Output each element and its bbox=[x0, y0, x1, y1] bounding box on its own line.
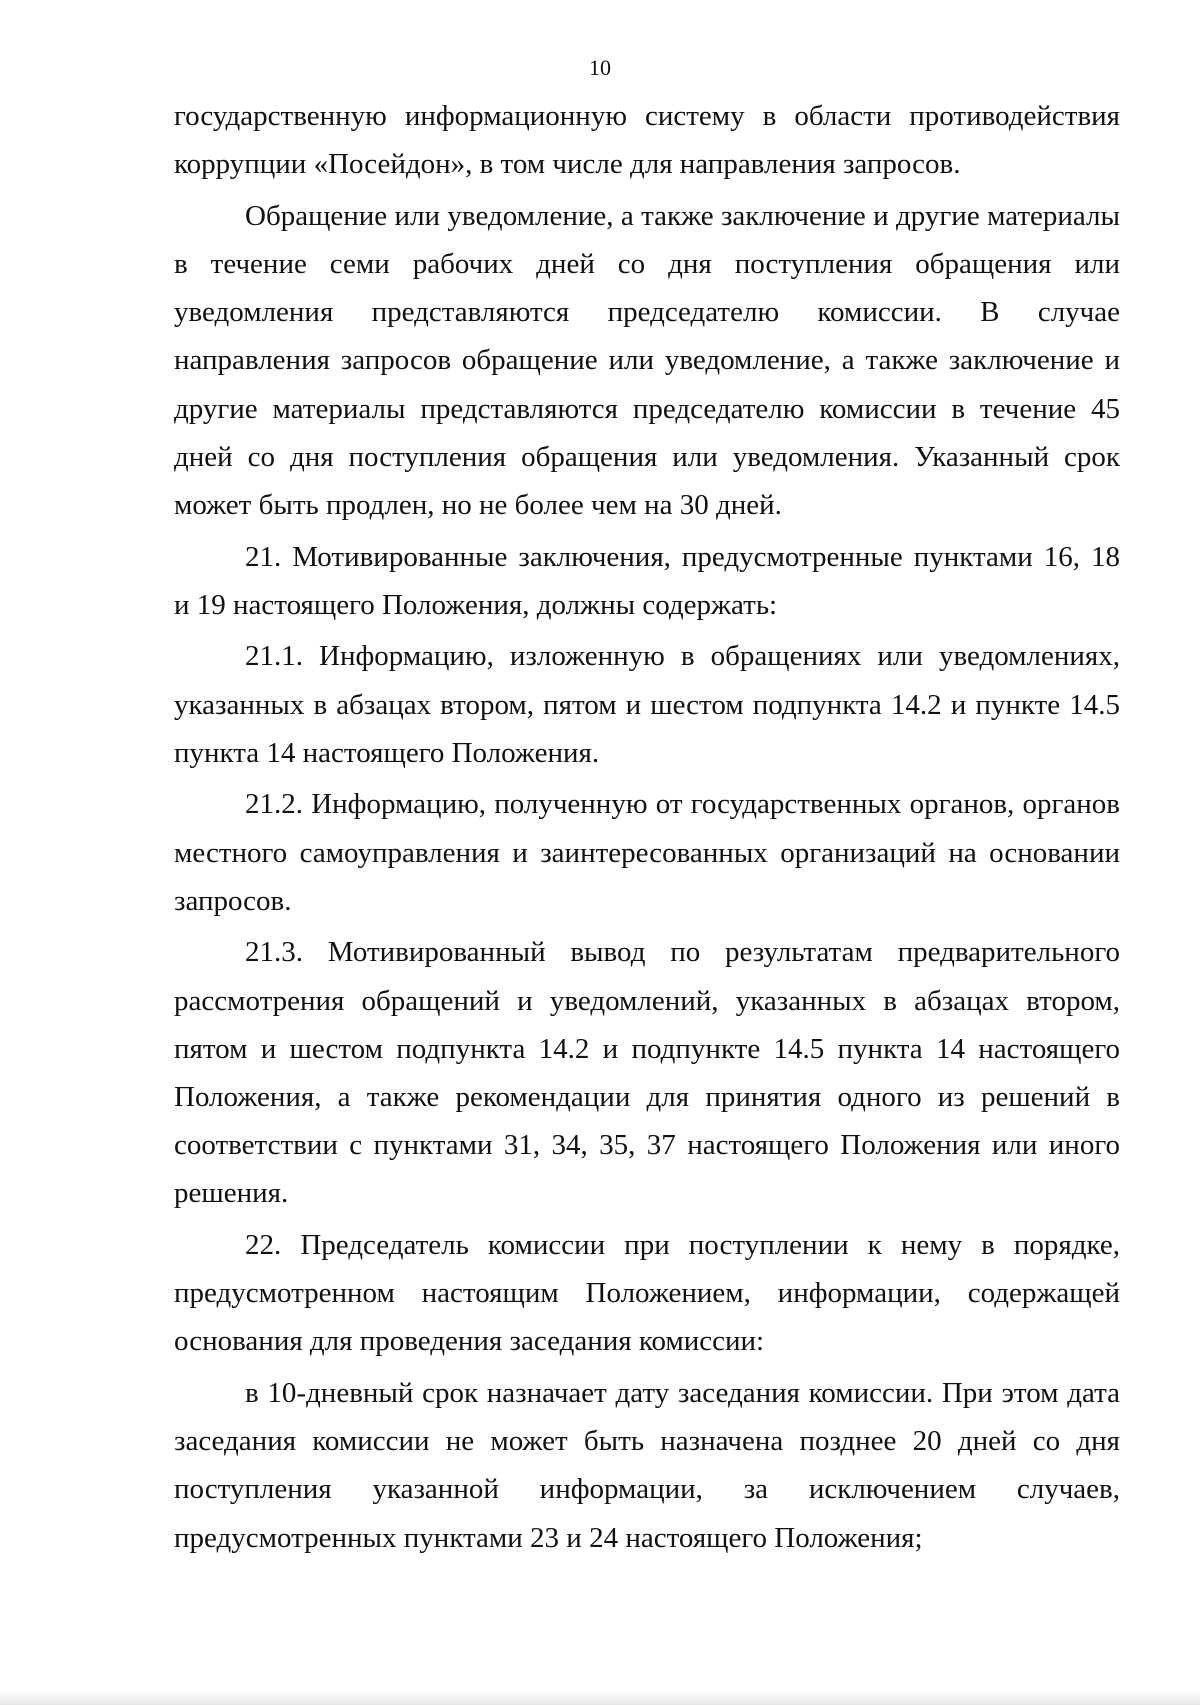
paragraph-item-22-date: в 10-дневный срок назначает дату заседания комиссии. При этом дата заседания комиссии не может быть назначена позднее 20 дней со дня поступления указанной информации, за исключением случаев, предусмотренных пунктами 23 и 24 настоящего Положения; bbox=[174, 1377, 1120, 1554]
paragraph-item-21-3: 21.3. Мотивированный вывод по результатам предварительного рассмотрения обращений и уведомлений, указанных в абзацах втором, пятом и шестом подпункта 14.2 и подпункте 14.5 пункта 14 настоящего Положения, а также рекомендации для принятия одного из решений в соответствии с пунктами 31, 34, 35, 37 настоящего Положения или иного решения. bbox=[174, 936, 1120, 1210]
paragraph-continuation: государственную информационную систему в области противодействия коррупции «Посейдон», в том числе для направления запросов. bbox=[174, 100, 1120, 181]
paragraph-materials-submission: Обращение или уведомление, а также заключение и другие материалы в течение семи рабочих дней со дня поступления обращения или уведомления представляются председателю комиссии. В случае направления запросов обращение или уведомление, а также заключение и другие материалы представляются председателю комиссии в течение 45 дней со дня поступления обращения или уведомления. Указанный срок может быть продлен, но не более чем на 30 дней. bbox=[174, 199, 1120, 522]
paragraph-item-21-2: 21.2. Информацию, полученную от государственных органов, органов местного самоуправления и заинтересованных организаций на основании запросов. bbox=[174, 788, 1120, 917]
scan-bottom-edge bbox=[0, 1691, 1200, 1705]
paragraph-item-21: 21. Мотивированные заключения, предусмотренные пунктами 16, 18 и 19 настоящего Положения, должны содержать: bbox=[174, 540, 1120, 621]
paragraph-item-21-1: 21.1. Информацию, изложенную в обращениях или уведомлениях, указанных в абзацах втором, пятом и шестом подпункта 14.2 и пункте 14.5 пункта 14 настоящего Положения. bbox=[174, 640, 1120, 769]
document-body bbox=[174, 92, 1120, 1565]
page-number: 10 bbox=[589, 55, 611, 80]
paragraph-item-22: 22. Председатель комиссии при поступлении к нему в порядке, предусмотренном настоящим Положением, информации, содержащей основания для проведения заседания комиссии: bbox=[174, 1229, 1120, 1358]
